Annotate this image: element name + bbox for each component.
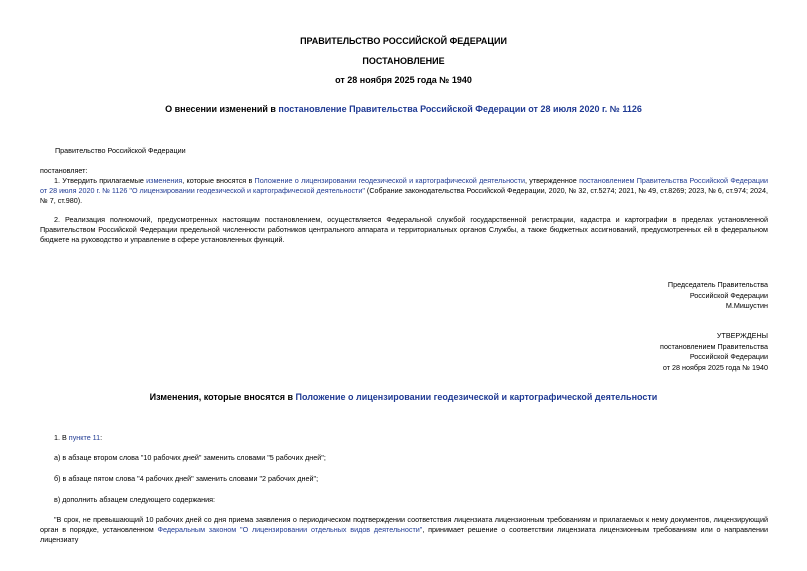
p1-text-a: 1. Утвердить прилагаемые	[54, 176, 147, 185]
signature-country: Российской Федерации	[689, 290, 768, 300]
p1-text-d: (Собрание законодательства Российской Федерации, 2020, № 32, ст.5274; 2021, № 49, ст.8269; 2023, № 6, ст.974; 2024, № 7, ст.980).	[40, 186, 768, 205]
item1-suffix: :	[100, 433, 103, 442]
approved-by: постановлением Правительства	[660, 341, 768, 351]
government-line: Правительство Российской Федерации	[55, 146, 186, 155]
item1-prefix: 1. В	[54, 433, 69, 442]
link-regulation[interactable]: Положение о лицензировании геодезической и картографической деятельности	[254, 176, 525, 185]
link-item-11[interactable]: пункте 11	[68, 433, 101, 442]
title-link-decree-1126[interactable]: постановление Правительства Российской Федерации от 28 июля 2020 г. № 1126	[278, 104, 642, 114]
changes-heading-link[interactable]: Положение о лицензировании геодезической и картографической деятельности	[295, 392, 658, 402]
signature-name: М.Мишустин	[725, 301, 768, 310]
header-type: ПОСТАНОВЛЕНИЕ	[362, 56, 445, 66]
document-title	[0, 104, 807, 114]
quote-paragraph	[40, 515, 768, 545]
header-date: от 28 ноября 2025 года № 1940	[335, 75, 472, 85]
p1-text-c: , утвержденное	[524, 176, 580, 185]
approved-label: УТВЕРЖДЕНЫ	[716, 331, 768, 340]
approved-block	[660, 331, 768, 373]
link-federal-law[interactable]: Федеральным законом "О лицензировании отдельных видов деятельности"	[157, 525, 423, 534]
paragraph-1	[40, 176, 768, 206]
decrees-line: постановляет:	[40, 166, 88, 175]
quote-text-b: , принимает решение о соответствии лицензиата лицензионным требованиям или о направлении лицензиату	[40, 525, 768, 544]
approved-date: от 28 ноября 2025 года № 1940	[662, 362, 768, 372]
quote-text-a: "В срок, не превышающий 10 рабочих дней со дня приема заявления о периодическом подтверждении соответствия лицензиата лицензионным требованиям и прилагаемых к нему документов, лицензирующий орган в порядке, установленном	[40, 515, 768, 534]
subitem-a: а) в абзаце втором слова "10 рабочих дней" заменить словами "5 рабочих дней";	[54, 453, 326, 462]
changes-heading-prefix: Изменения, которые вносятся в	[149, 392, 296, 402]
p1-text-b: , которые вносятся в	[182, 176, 255, 185]
link-decree-1126[interactable]: постановлением Правительства Российской Федерации от 28 июля 2020 г. № 1126 "О лицензировании геодезической и картографической деятельности"	[40, 176, 768, 195]
subitem-v: в) дополнить абзацем следующего содержания:	[54, 495, 216, 504]
header-org: ПРАВИТЕЛЬСТВО РОССИЙСКОЙ ФЕДЕРАЦИИ	[300, 36, 507, 46]
subitem-b: б) в абзаце пятом слова "4 рабочих дней" заменить словами "2 рабочих дней";	[54, 474, 319, 483]
paragraph-2: 2. Реализация полномочий, предусмотренных настоящим постановлением, осуществляется Федеральной службой государственной регистрации, кадастра и картографии в пределах установленной Правительством Российской Федерации предельной численности работников центрального аппарата и территориальных органов Службы, а также бюджетных ассигнований, предусмотренных ей в федеральном бюджете на руководство и управление в сфере установленных функций.	[40, 215, 768, 244]
link-changes[interactable]: изменения	[146, 176, 183, 185]
signature-title: Председатель Правительства	[667, 280, 768, 289]
approved-country: Российской Федерации	[689, 352, 768, 361]
signature-block	[668, 280, 768, 312]
title-prefix: О внесении изменений в	[165, 104, 279, 114]
changes-heading	[0, 392, 807, 402]
item-1	[54, 433, 102, 443]
